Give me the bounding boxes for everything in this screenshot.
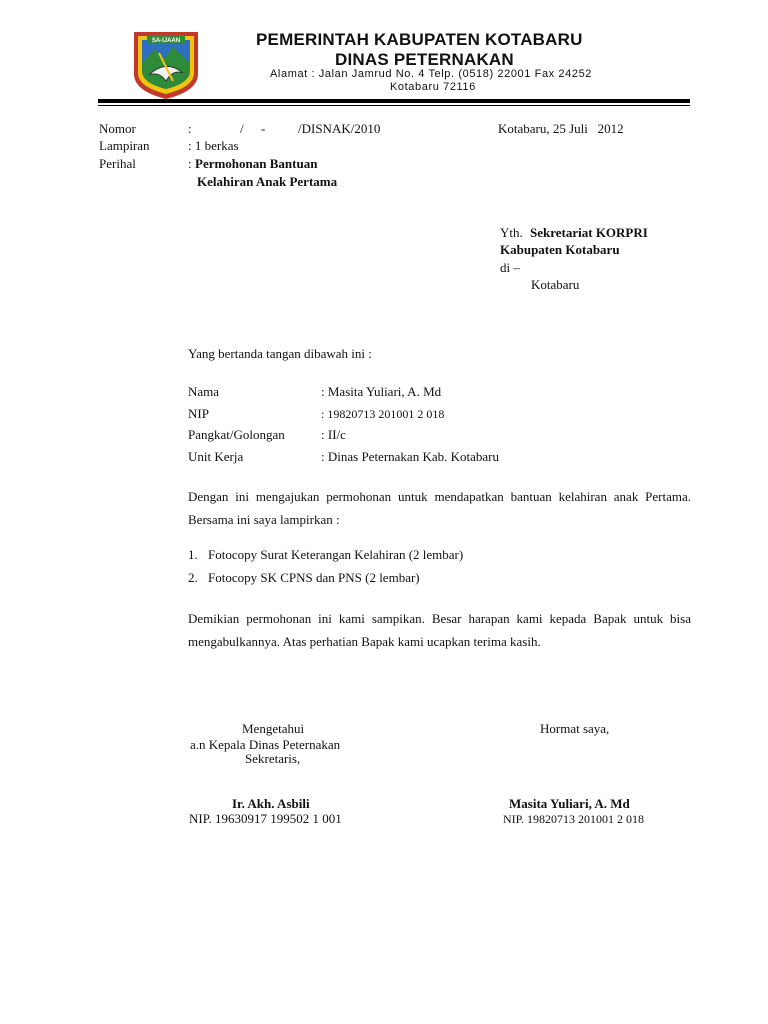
regency-emblem-logo [131, 29, 201, 101]
field-value-nip: : 19820713 201001 2 018 [321, 407, 445, 421]
list-item-1: Fotocopy Surat Keterangan Kelahiran (2 lembar) [208, 547, 464, 562]
nomor-colon: : [188, 121, 192, 136]
recipient-di: di – [500, 260, 520, 275]
list-num-1: 1. [188, 547, 198, 562]
perihal-colon: : [188, 156, 192, 171]
perihal-line1: Permohonan Bantuan [195, 156, 318, 171]
field-label-nama: Nama [188, 384, 220, 399]
field-label-nip: NIP [188, 406, 209, 421]
address-line: Alamat : Jalan Jamrud No. 4 Telp. (0518) 22001 Fax 24252 [270, 68, 593, 80]
city-zip: Kotabaru 72116 [390, 81, 476, 93]
field-label-pangkat: Pangkat/Golongan [188, 427, 285, 442]
sig-right-line1: Hormat saya, [540, 721, 610, 736]
request-paragraph [188, 485, 691, 531]
sig-left-line3: Sekretaris, [245, 751, 301, 766]
field-label-unit: Unit Kerja [188, 449, 244, 464]
sig-left-line1: Mengetahui [242, 721, 305, 736]
field-value-nama: : Masita Yuliari, A. Md [321, 384, 442, 399]
nomor-label: Nomor [99, 121, 136, 136]
request-text: Dengan ini mengajukan permohonan untuk mendapatkan bantuan kelahiran anak Pertama. Bersama ini saya lampirkan : [188, 489, 691, 527]
dept-name: DINAS PETERNAKAN [335, 50, 514, 69]
header-rule-thin [98, 105, 690, 106]
recipient-yth: Yth. [500, 225, 523, 240]
field-value-unit: : Dinas Peternakan Kab. Kotabaru [321, 449, 499, 464]
sig-right-nip: NIP. 19820713 201001 2 018 [503, 812, 645, 826]
closing-text: Demikian permohonan ini kami sampikan. Besar harapan kami kepada Bapak untuk bisa mengabulkannya. Atas perhatian Bapak kami ucapkan terima kasih. [188, 611, 691, 649]
perihal-line2: Kelahiran Anak Pertama [197, 174, 338, 189]
field-value-pangkat: : II/c [321, 427, 346, 442]
sig-left-line2: a.n Kepala Dinas Peternakan [190, 737, 341, 752]
lampiran-value: : 1 berkas [188, 138, 239, 153]
perihal-label: Perihal [99, 156, 136, 171]
intro-text: Yang bertanda tangan dibawah ini : [188, 346, 372, 361]
logo-text: SA-IJAAN [151, 38, 181, 44]
lampiran-label: Lampiran [99, 138, 150, 153]
closing-paragraph [188, 607, 691, 653]
sig-left-name: Ir. Akh. Asbili [232, 796, 310, 811]
recipient-line2: Kabupaten Kotabaru [500, 242, 620, 257]
org-name: PEMERINTAH KABUPATEN KOTABARU [256, 30, 583, 49]
header-rule-thick [98, 99, 690, 103]
letter-date: Kotabaru, 25 Juli 2012 [498, 121, 624, 136]
nomor-slash: / [240, 121, 244, 136]
sig-left-nip: NIP. 19630917 199502 1 001 [189, 811, 342, 826]
list-num-2: 2. [188, 570, 198, 585]
sig-right-name: Masita Yuliari, A. Md [509, 796, 630, 811]
recipient-name: Sekretariat KORPRI [530, 225, 648, 240]
list-item-2: Fotocopy SK CPNS dan PNS (2 lembar) [208, 570, 420, 585]
nomor-value: /DISNAK/2010 [298, 121, 381, 136]
nomor-dash: - [261, 121, 266, 136]
recipient-city: Kotabaru [531, 277, 580, 292]
